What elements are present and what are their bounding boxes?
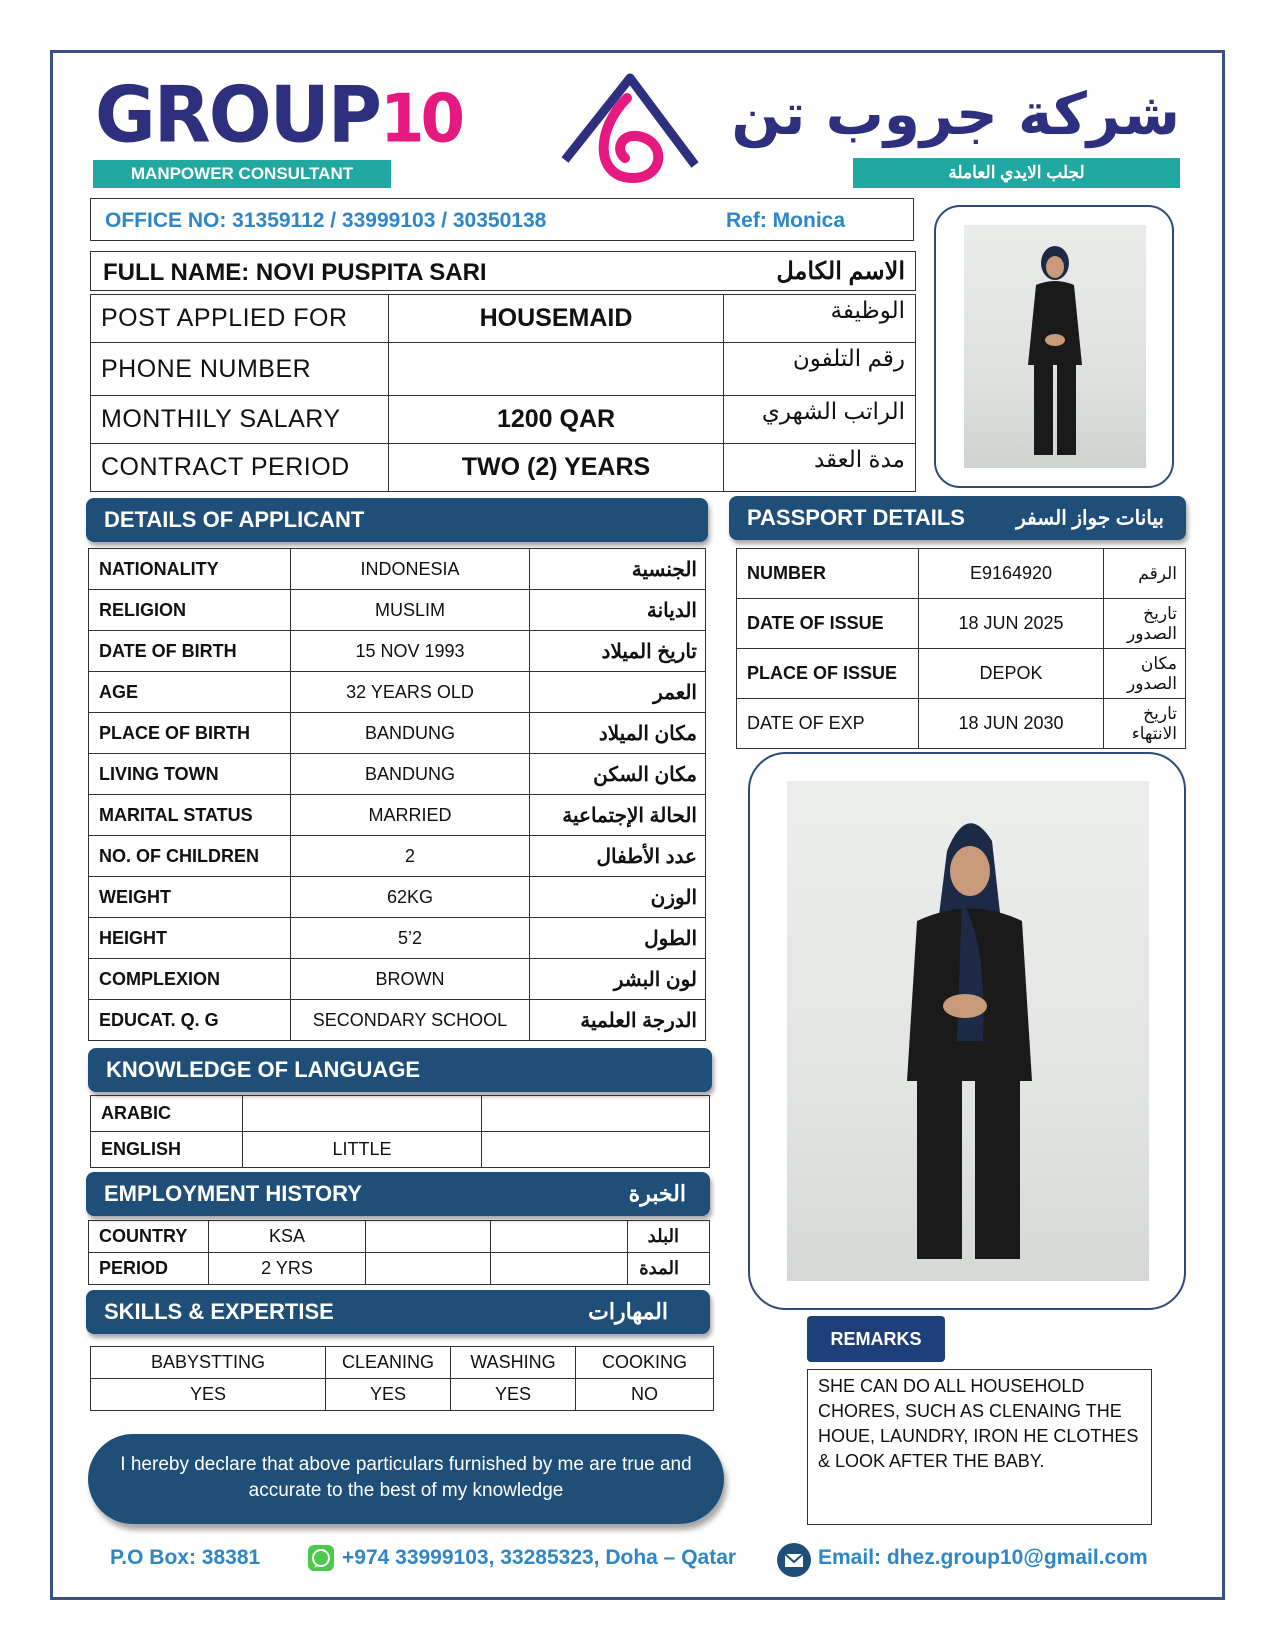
skill-header: BABYSTTING xyxy=(91,1347,326,1379)
applicant-photo-small xyxy=(964,225,1146,468)
row-extra xyxy=(482,1096,710,1132)
row-label-ar: الوظيفة xyxy=(724,295,916,343)
table-row xyxy=(91,444,916,492)
row-label: ENGLISH xyxy=(91,1132,243,1168)
table-row xyxy=(89,549,706,590)
row-label-ar: مكان الصدور xyxy=(1104,649,1186,699)
row-label-ar: الرقم xyxy=(1104,549,1186,599)
applicant-photo-large xyxy=(787,781,1149,1281)
row-label-ar: رقم التلفون xyxy=(724,343,916,396)
table-row xyxy=(89,631,706,672)
language-title: KNOWLEDGE OF LANGUAGE xyxy=(106,1057,421,1082)
row-cell xyxy=(366,1221,491,1253)
row-value xyxy=(243,1096,482,1132)
row-label: DATE OF ISSUE xyxy=(737,599,919,649)
row-value: MARRIED xyxy=(291,795,530,836)
row-label: CONTRACT PERIOD xyxy=(91,444,389,492)
row-value: 32 YEARS OLD xyxy=(291,672,530,713)
skill-value: YES xyxy=(326,1379,451,1411)
row-value: DEPOK xyxy=(919,649,1104,699)
row-value: 18 JUN 2025 xyxy=(919,599,1104,649)
details-table xyxy=(88,548,706,1041)
employment-header xyxy=(86,1172,710,1216)
table-row xyxy=(89,795,706,836)
table-row xyxy=(89,1221,710,1253)
row-extra xyxy=(482,1132,710,1168)
employment-title: EMPLOYMENT HISTORY xyxy=(104,1181,362,1206)
row-label: POST APPLIED FOR xyxy=(91,295,389,343)
details-title: DETAILS OF APPLICANT xyxy=(104,507,365,532)
row-label: COUNTRY xyxy=(89,1221,209,1253)
skills-table xyxy=(90,1346,714,1411)
row-label-ar: الدرجة العلمية xyxy=(530,1000,706,1041)
row-label-ar: لون البشر xyxy=(530,959,706,1000)
declaration: I hereby declare that above particulars furnished by me are true and accurate to the best of my knowledge xyxy=(88,1434,724,1524)
row-label: HEIGHT xyxy=(89,918,291,959)
row-label: COMPLEXION xyxy=(89,959,291,1000)
table-row xyxy=(89,672,706,713)
row-label-ar: الحالة الإجتماعية xyxy=(530,795,706,836)
skills-header xyxy=(86,1290,710,1334)
passport-title-ar: بيانات جواز السفر xyxy=(1016,507,1164,530)
office-bar xyxy=(90,198,914,241)
full-name-row xyxy=(90,251,916,291)
row-label: NATIONALITY xyxy=(89,549,291,590)
passport-title: PASSPORT DETAILS xyxy=(747,505,965,530)
row-value: E9164920 xyxy=(919,549,1104,599)
row-value: SECONDARY SCHOOL xyxy=(291,1000,530,1041)
details-header xyxy=(86,498,708,542)
row-value: 18 JUN 2030 xyxy=(919,699,1104,749)
table-row xyxy=(89,918,706,959)
row-label: MONTHILY SALARY xyxy=(91,396,389,444)
passport-header xyxy=(729,496,1186,540)
row-label: AGE xyxy=(89,672,291,713)
row-label-ar: عدد الأطفال xyxy=(530,836,706,877)
row-value: TWO (2) YEARS xyxy=(389,444,724,492)
row-label: RELIGION xyxy=(89,590,291,631)
skill-header: COOKING xyxy=(576,1347,714,1379)
full-name-ar: الاسم الكامل xyxy=(776,258,905,285)
row-label: DATE OF BIRTH xyxy=(89,631,291,672)
office-numbers: OFFICE NO: 31359112 / 33999103 / 30350138 xyxy=(105,209,547,232)
skill-header: CLEANING xyxy=(326,1347,451,1379)
row-label: EDUCAT. Q. G xyxy=(89,1000,291,1041)
row-value: 15 NOV 1993 xyxy=(291,631,530,672)
passport-table xyxy=(736,548,1186,749)
table-row xyxy=(89,590,706,631)
remarks-text: SHE CAN DO ALL HOUSEHOLD CHORES, SUCH AS CLENAING THE HOUE, LAUNDRY, IRON HE CLOTHES & LOOK AFTER THE BABY. xyxy=(807,1369,1152,1525)
skill-value: NO xyxy=(576,1379,714,1411)
full-name: FULL NAME: NOVI PUSPITA SARI xyxy=(103,259,487,286)
logo-tagline: MANPOWER CONSULTANT xyxy=(93,160,391,188)
row-label: ARABIC xyxy=(91,1096,243,1132)
row-label-ar: الراتب الشهري xyxy=(724,396,916,444)
table-row xyxy=(91,1347,714,1379)
row-value: BANDUNG xyxy=(291,713,530,754)
employment-title-ar: الخبرة xyxy=(628,1181,686,1206)
row-label-ar: البلد xyxy=(628,1221,710,1253)
row-label-ar: مدة العقد xyxy=(724,444,916,492)
row-value: INDONESIA xyxy=(291,549,530,590)
skills-title-ar: المهارات xyxy=(588,1299,668,1324)
row-label-ar: الوزن xyxy=(530,877,706,918)
row-label-ar: الجنسية xyxy=(530,549,706,590)
row-value: KSA xyxy=(209,1221,366,1253)
table-row xyxy=(91,1096,710,1132)
row-label: PLACE OF ISSUE xyxy=(737,649,919,699)
logo-arabic: شركة جروب تن xyxy=(731,80,1180,148)
row-label: MARITAL STATUS xyxy=(89,795,291,836)
remarks-header: REMARKS xyxy=(807,1316,945,1362)
row-cell xyxy=(491,1253,628,1285)
row-label-ar: مكان السكن xyxy=(530,754,706,795)
row-label-ar: العمر xyxy=(530,672,706,713)
row-label: LIVING TOWN xyxy=(89,754,291,795)
row-label: DATE OF EXP xyxy=(737,699,919,749)
contact-phone: +974 33999103, 33285323, Doha – Qatar xyxy=(342,1546,737,1569)
row-label: NO. OF CHILDREN xyxy=(89,836,291,877)
row-value xyxy=(389,343,724,396)
row-label: PHONE NUMBER xyxy=(91,343,389,396)
reference: Ref: Monica xyxy=(726,209,846,232)
table-row xyxy=(91,396,916,444)
table-row xyxy=(91,295,916,343)
row-label-ar: مكان الميلاد xyxy=(530,713,706,754)
table-row xyxy=(91,1379,714,1411)
employment-table xyxy=(88,1220,710,1285)
language-header xyxy=(88,1048,712,1092)
row-value: HOUSEMAID xyxy=(389,295,724,343)
table-row xyxy=(737,699,1186,749)
table-row xyxy=(89,836,706,877)
table-row xyxy=(89,1000,706,1041)
row-value: LITTLE xyxy=(243,1132,482,1168)
row-value: 2 xyxy=(291,836,530,877)
skill-value: YES xyxy=(451,1379,576,1411)
skill-header: WASHING xyxy=(451,1347,576,1379)
row-value: 2 YRS xyxy=(209,1253,366,1285)
logo-arabic-tagline: لجلب الايدي العاملة xyxy=(853,158,1180,188)
contact-email: Email: dhez.group10@gmail.com xyxy=(818,1546,1148,1569)
row-label-ar: تاريخ الميلاد xyxy=(530,631,706,672)
post-table xyxy=(90,294,916,492)
table-row xyxy=(91,1132,710,1168)
skill-value: YES xyxy=(91,1379,326,1411)
row-cell xyxy=(491,1221,628,1253)
row-label: WEIGHT xyxy=(89,877,291,918)
row-value: 62KG xyxy=(291,877,530,918)
table-row xyxy=(737,599,1186,649)
row-value: BROWN xyxy=(291,959,530,1000)
row-value: 1200 QAR xyxy=(389,396,724,444)
email-icon xyxy=(776,1542,812,1578)
table-row xyxy=(91,343,916,396)
table-row xyxy=(737,549,1186,599)
row-label-ar: المدة xyxy=(628,1253,710,1285)
po-box: P.O Box: 38381 xyxy=(110,1546,261,1569)
row-value: BANDUNG xyxy=(291,754,530,795)
row-value: MUSLIM xyxy=(291,590,530,631)
logo-group10: GROUP10 xyxy=(95,69,462,161)
table-row xyxy=(737,649,1186,699)
row-value: 5’2 xyxy=(291,918,530,959)
language-table xyxy=(90,1095,710,1168)
row-label-ar: تاريخ الانتهاء xyxy=(1104,699,1186,749)
row-label-ar: تاريخ الصدور xyxy=(1104,599,1186,649)
table-row xyxy=(89,1253,710,1285)
table-row xyxy=(89,877,706,918)
row-label: PERIOD xyxy=(89,1253,209,1285)
row-label: PLACE OF BIRTH xyxy=(89,713,291,754)
whatsapp-icon xyxy=(307,1544,335,1572)
table-row xyxy=(89,959,706,1000)
table-row xyxy=(89,754,706,795)
group10-emblem-icon xyxy=(555,70,705,190)
row-label: NUMBER xyxy=(737,549,919,599)
table-row xyxy=(89,713,706,754)
row-label-ar: الطول xyxy=(530,918,706,959)
row-cell xyxy=(366,1253,491,1285)
row-label-ar: الديانة xyxy=(530,590,706,631)
skills-title: SKILLS & EXPERTISE xyxy=(104,1299,334,1324)
